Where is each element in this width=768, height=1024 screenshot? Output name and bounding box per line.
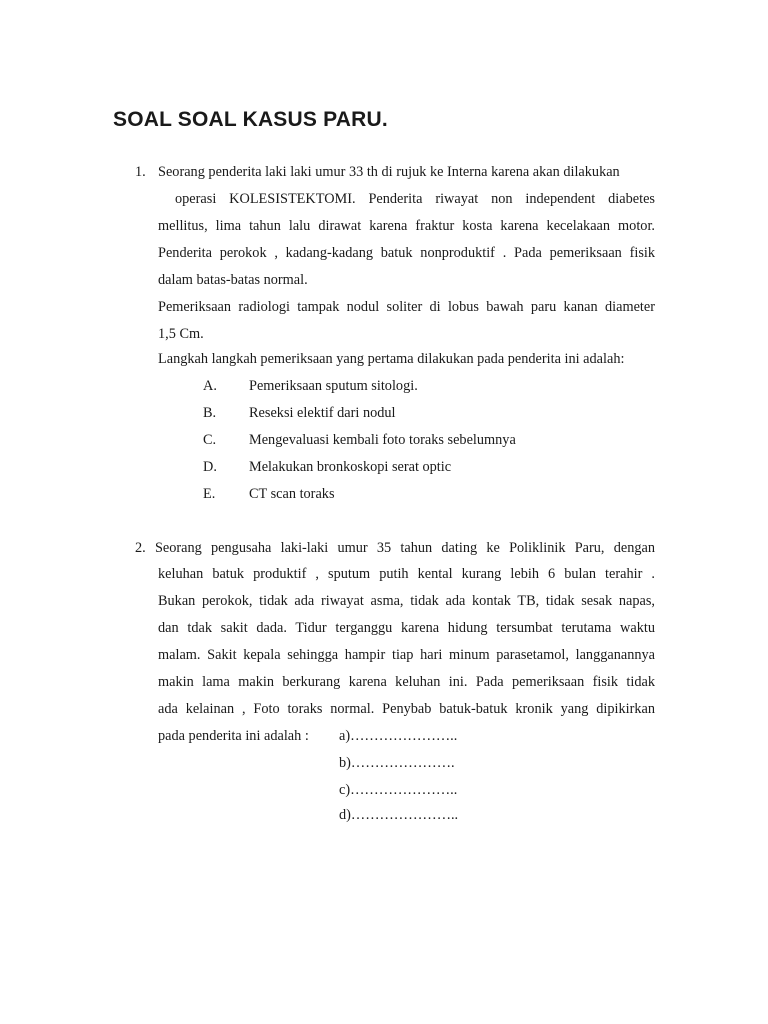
option-text: Reseksi elektif dari nodul bbox=[249, 405, 396, 421]
answer-blank: b)…………………. bbox=[339, 755, 455, 771]
option-letter: C. bbox=[203, 432, 217, 448]
question-1-line: 1,5 Cm. bbox=[158, 326, 204, 342]
question-2-line: keluhan batuk produktif , sputum putih kental kurang lebih 6 bulan terahir . bbox=[158, 566, 655, 582]
answer-blank: c)………………….. bbox=[339, 782, 458, 798]
question-1-line: Seorang penderita laki laki umur 33 th di rujuk ke Interna karena akan dilakukan bbox=[158, 164, 620, 180]
question-2-line: malam. Sakit kepala sehingga hampir tiap hari minum parasetamol, langganannya bbox=[158, 647, 655, 663]
question-1-line: operasi KOLESISTEKTOMI. Penderita riwayat non independent diabetes bbox=[175, 191, 655, 207]
question-1-line: mellitus, lima tahun lalu dirawat karena fraktur kosta karena kecelakaan motor. bbox=[158, 218, 655, 234]
question-1-line: Pemeriksaan radiologi tampak nodul soliter di lobus bawah paru kanan diameter bbox=[158, 299, 655, 315]
option-text: Melakukan bronkoskopi serat optic bbox=[249, 459, 452, 475]
option-text: Mengevaluasi kembali foto toraks sebelumnya bbox=[249, 432, 516, 448]
answer-blank: d)………………….. bbox=[339, 807, 459, 823]
answer-blank: a)………………….. bbox=[339, 728, 458, 744]
option-letter: A. bbox=[203, 378, 217, 394]
question-2-line: 2. Seorang pengusaha laki-laki umur 35 tahun dating ke Poliklinik Paru, dengan bbox=[135, 540, 655, 556]
question-2-prompt: pada penderita ini adalah : bbox=[158, 728, 309, 744]
option-letter: D. bbox=[203, 459, 217, 475]
page-title: SOAL SOAL KASUS PARU. bbox=[113, 108, 388, 131]
option-text: Pemeriksaan sputum sitologi. bbox=[249, 378, 418, 394]
question-1-line: dalam batas-batas normal. bbox=[158, 272, 308, 288]
question-2-line: Bukan perokok, tidak ada riwayat asma, tidak ada kontak TB, tidak sesak napas, bbox=[158, 593, 655, 609]
question-1-line: Langkah langkah pemeriksaan yang pertama dilakukan pada penderita ini adalah: bbox=[158, 351, 625, 367]
question-2-line: makin lama makin berkurang karena keluhan ini. Pada pemeriksaan fisik tidak bbox=[158, 674, 655, 690]
option-letter: E. bbox=[203, 486, 216, 502]
question-2-line: ada kelainan , Foto toraks normal. Penybab batuk-batuk kronik yang dipikirkan bbox=[158, 701, 655, 717]
question-2-line: dan tdak sakit dada. Tidur terganggu karena hidung tersumbat terutama waktu bbox=[158, 620, 655, 636]
option-text: CT scan toraks bbox=[249, 486, 335, 502]
option-letter: B. bbox=[203, 405, 217, 421]
question-1-number: 1. bbox=[135, 164, 146, 180]
question-1-line: Penderita perokok , kadang-kadang batuk nonproduktif . Pada pemeriksaan fisik bbox=[158, 245, 655, 261]
